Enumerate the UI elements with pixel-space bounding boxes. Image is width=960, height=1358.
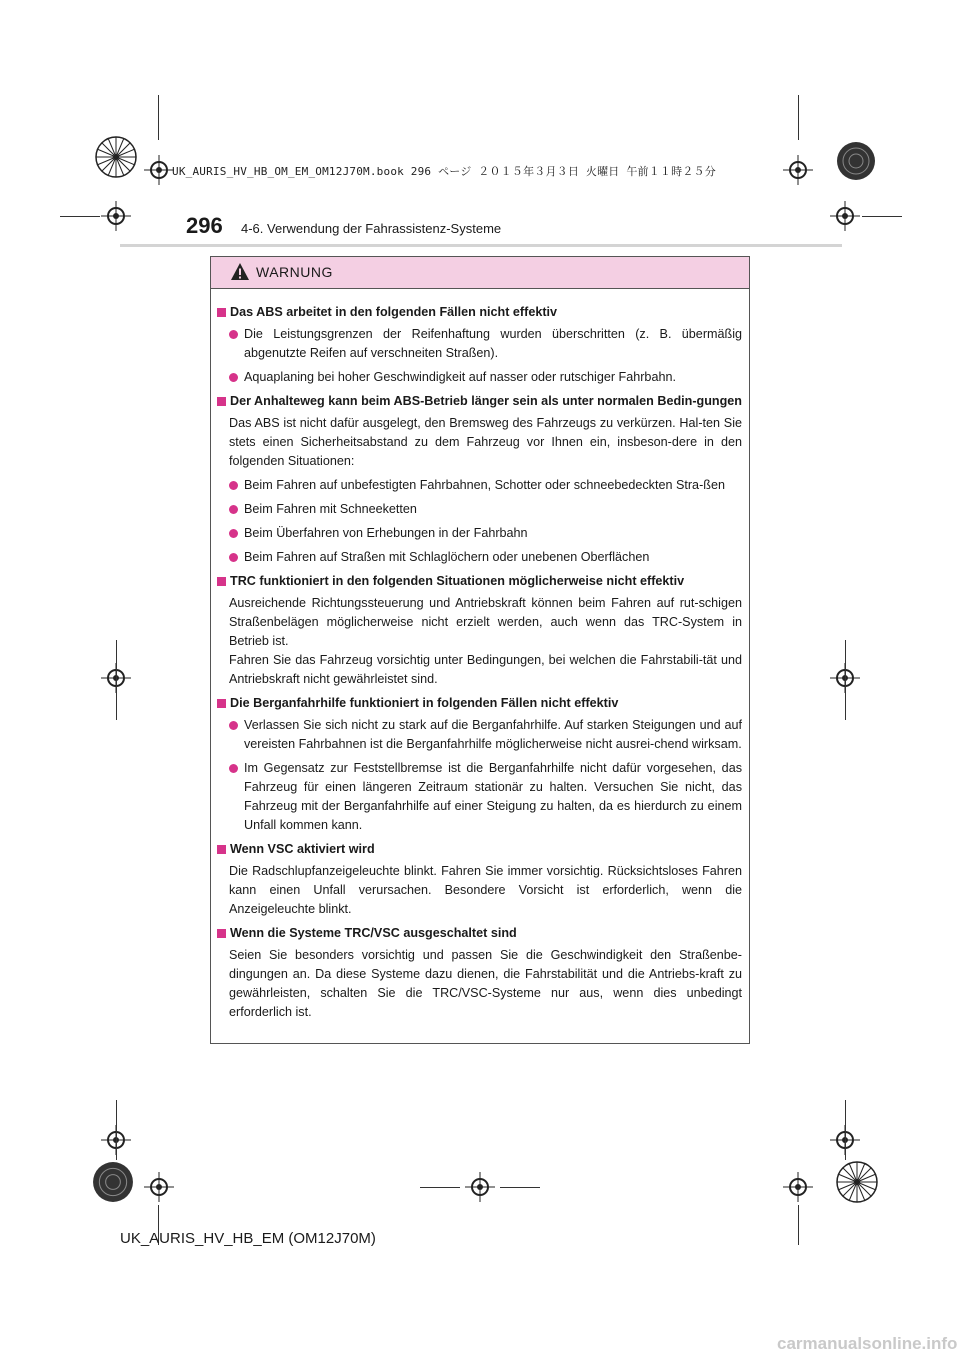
- warning-heading-text: Das ABS arbeitet in den folgenden Fällen nicht effektiv: [230, 305, 558, 319]
- round-bullet-icon: [229, 373, 238, 382]
- registration-mark-icon: [836, 1161, 878, 1203]
- trim-line: [845, 640, 846, 720]
- bullet-text: Die Leistungsgrenzen der Reifenhaftung wurden überschritten (z. B. übermäßig abgenutzte Reifen auf verschneiten Straßen).: [244, 327, 742, 360]
- crosshair-mark-icon: [783, 1172, 813, 1202]
- crosshair-mark-icon: [783, 155, 813, 185]
- page-number: 296: [186, 213, 223, 238]
- registration-mark-icon: [836, 141, 876, 181]
- warning-heading: [217, 303, 742, 322]
- document-code: UK_AURIS_HV_HB_EM (OM12J70M): [120, 1230, 376, 1247]
- trim-line: [60, 216, 100, 217]
- square-bullet-icon: [217, 929, 226, 938]
- warning-paragraph: Ausreichende Richtungssteuerung und Antriebskraft können beim Fahren auf rut-schigen Straßenbelägen möglicherweise nicht erzielt werden, auch wenn das TRC-System in Betrieb ist. Fahren Sie das Fahrzeug vorsichtig unter Bedingungen, bei welchen die Fahrstabili-tät und Antriebskraft nicht gewährleistet sind.: [229, 596, 742, 686]
- warning-heading-text: Wenn VSC aktiviert wird: [230, 842, 375, 856]
- bullet-text: Im Gegensatz zur Feststellbremse ist die Berganfahrhilfe nicht dafür vorgesehen, das Fahrzeug für einen längeren Zeitraum stationär zu halten. Versuchen Sie nicht, das Fahrzeug mit der Berganfahrhilfe auf einer Steigung zu halten, da es hierdurch zu einem Unfall kommen kann.: [244, 761, 742, 832]
- crosshair-mark-icon: [144, 155, 174, 185]
- trim-line: [500, 1187, 540, 1188]
- bullet-item: [229, 716, 742, 754]
- trim-line: [798, 1205, 799, 1245]
- bullet-item: [229, 759, 742, 835]
- trim-line: [158, 95, 159, 140]
- warning-heading-text: Die Berganfahrhilfe funktioniert in folgenden Fällen nicht effektiv: [230, 696, 619, 710]
- trim-line: [845, 1100, 846, 1160]
- round-bullet-icon: [229, 481, 238, 490]
- round-bullet-icon: [229, 721, 238, 730]
- crosshair-mark-icon: [830, 201, 860, 231]
- warning-paragraph: Das ABS ist nicht dafür ausgelegt, den Bremsweg des Fahrzeugs zu verkürzen. Hal-ten Sie stets einen Sicherheitsabstand zu dem Fahrzeug vor Ihnen ein, insbeson-dere in den folgenden Situationen:: [229, 416, 742, 468]
- warning-heading: [217, 572, 742, 591]
- warning-paragraph: Die Radschlupfanzeigeleuchte blinkt. Fahren Sie immer vorsichtig. Rücksichtsloses Fahren kann einen Unfall verursachen. Besondere Vorsicht ist erforderlich, wenn die Anzeigeleuchte blinkt.: [229, 864, 742, 916]
- round-bullet-icon: [229, 529, 238, 538]
- trim-line: [116, 1100, 117, 1160]
- bullet-item: [229, 500, 742, 519]
- crosshair-mark-icon: [144, 1172, 174, 1202]
- watermark: carmanualsonline.info: [777, 1334, 958, 1353]
- header-divider: [120, 244, 842, 247]
- round-bullet-icon: [229, 764, 238, 773]
- warning-box: [210, 256, 750, 1044]
- warning-heading: [217, 392, 742, 411]
- warning-heading-text: TRC funktioniert in den folgenden Situationen möglicherweise nicht effektiv: [230, 574, 685, 588]
- bullet-text: Verlassen Sie sich nicht zu stark auf die Berganfahrhilfe. Auf starken Steigungen und auf vereisten Fahrbahnen ist die Berganfahrhilfe möglicherweise nicht ausrei-chend wirksam.: [244, 718, 742, 751]
- trim-line: [798, 95, 799, 140]
- bullet-item: [229, 476, 742, 495]
- warning-heading: [217, 924, 742, 943]
- warning-heading-text: Wenn die Systeme TRC/VSC ausgeschaltet sind: [230, 926, 517, 940]
- bullet-item: [229, 524, 742, 543]
- warning-title: WARNUNG: [256, 264, 333, 280]
- registration-mark-icon: [92, 1161, 134, 1203]
- bullet-text: Beim Fahren auf Straßen mit Schlaglöchern oder unebenen Oberflächen: [244, 550, 650, 564]
- crosshair-mark-icon: [101, 201, 131, 231]
- registration-mark-icon: [95, 136, 137, 178]
- trim-line: [116, 640, 117, 720]
- square-bullet-icon: [217, 699, 226, 708]
- warning-header: [211, 257, 749, 289]
- warning-heading: [217, 694, 742, 713]
- square-bullet-icon: [217, 397, 226, 406]
- bullet-item: [229, 368, 742, 387]
- round-bullet-icon: [229, 505, 238, 514]
- bullet-item: [229, 325, 742, 363]
- warning-body: [211, 289, 749, 1022]
- crosshair-mark-icon: [465, 1172, 495, 1202]
- trim-line: [862, 216, 902, 217]
- square-bullet-icon: [217, 845, 226, 854]
- square-bullet-icon: [217, 308, 226, 317]
- bullet-text: Aquaplaning bei hoher Geschwindigkeit auf nasser oder rutschiger Fahrbahn.: [244, 370, 676, 384]
- round-bullet-icon: [229, 330, 238, 339]
- round-bullet-icon: [229, 553, 238, 562]
- square-bullet-icon: [217, 577, 226, 586]
- section-title: 4-6. Verwendung der Fahrassistenz-Systeme: [241, 221, 502, 236]
- warning-triangle-icon: [230, 262, 250, 282]
- warning-paragraph: Seien Sie besonders vorsichtig und passen Sie die Geschwindigkeit den Straßenbe-dingungen an. Da diese Systeme dazu dienen, die Fahrstabilität und die Antriebs-kraft zu gewährleisten, schalten Sie die TRC/VSC-Systeme nur aus, wenn dies unbedingt erforderlich ist.: [229, 948, 742, 1019]
- trim-line: [420, 1187, 460, 1188]
- crop-info-text: UK_AURIS_HV_HB_OM_EM_OM12J70M.book 296 ページ ２０１５年３月３日 火曜日 午前１１時２５分: [172, 165, 716, 178]
- bullet-text: Beim Fahren mit Schneeketten: [244, 502, 417, 516]
- warning-heading: [217, 840, 742, 859]
- bullet-text: Beim Fahren auf unbefestigten Fahrbahnen, Schotter oder schneebedeckten Stra-ßen: [244, 478, 725, 492]
- warning-heading-text: Der Anhalteweg kann beim ABS-Betrieb länger sein als unter normalen Bedin-gungen: [230, 394, 743, 408]
- bullet-item: [229, 548, 742, 567]
- bullet-text: Beim Überfahren von Erhebungen in der Fahrbahn: [244, 526, 528, 540]
